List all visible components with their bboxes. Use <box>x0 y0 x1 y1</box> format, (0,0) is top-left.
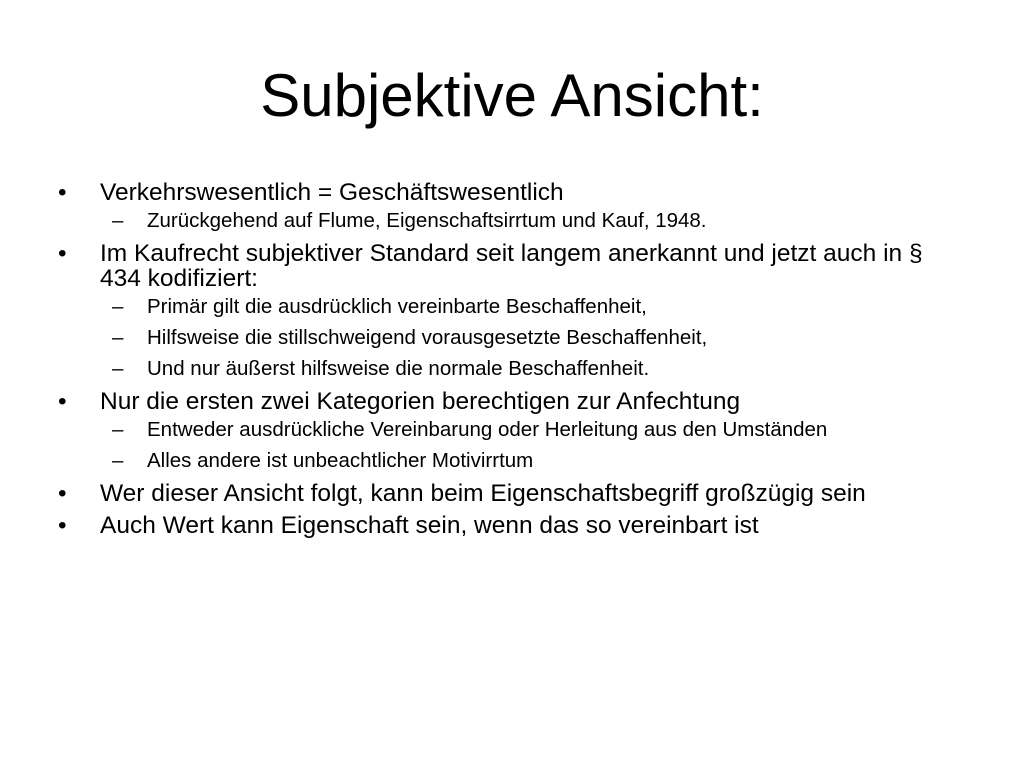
bullet-text: Nur die ersten zwei Kategorien berechtigen zur Anfechtung <box>100 388 741 415</box>
bullet-item <box>56 481 956 506</box>
sub-bullet-text: Primär gilt die ausdrücklich vereinbarte Beschaffenheit, <box>147 295 647 318</box>
dash-icon: – <box>112 209 124 232</box>
sub-bullet-list <box>100 419 956 472</box>
dash-icon: – <box>112 449 124 472</box>
sub-bullet-item <box>103 358 956 380</box>
sub-bullet-item <box>103 327 956 349</box>
dash-icon: – <box>112 326 124 349</box>
sub-bullet-item <box>103 450 956 472</box>
bullet-icon: • <box>58 179 67 206</box>
bullet-icon: • <box>58 512 67 539</box>
dash-icon: – <box>112 295 124 318</box>
sub-bullet-item <box>103 210 956 232</box>
bullet-icon: • <box>58 240 67 267</box>
sub-bullet-list <box>100 296 956 380</box>
slide-title: Subjektive Ansicht: <box>260 62 764 129</box>
bullet-text: Wer dieser Ansicht folgt, kann beim Eigenschaftsbegriff großzügig sein <box>100 480 866 507</box>
sub-bullet-text: Und nur äußerst hilfsweise die normale Beschaffenheit. <box>147 357 650 380</box>
bullet-item <box>56 389 956 472</box>
bullet-item <box>56 180 956 232</box>
dash-icon: – <box>112 418 124 441</box>
dash-icon: – <box>112 357 124 380</box>
sub-bullet-item <box>103 419 956 441</box>
bullet-item <box>56 513 956 538</box>
bullet-text: Auch Wert kann Eigenschaft sein, wenn das so vereinbart ist <box>100 512 759 539</box>
bullet-icon: • <box>58 388 67 415</box>
bullet-text: Verkehrswesentlich = Geschäftswesentlich <box>100 179 564 206</box>
bullet-icon: • <box>58 480 67 507</box>
bullet-list <box>56 180 956 538</box>
bullet-text: Im Kaufrecht subjektiver Standard seit langem anerkannt und jetzt auch in § 434 kodifiziert: <box>100 240 923 292</box>
bullet-item <box>56 241 956 380</box>
sub-bullet-text: Zurückgehend auf Flume, Eigenschaftsirrtum und Kauf, 1948. <box>147 209 707 232</box>
sub-bullet-text: Hilfsweise die stillschweigend vorausgesetzte Beschaffenheit, <box>147 326 708 349</box>
sub-bullet-text: Alles andere ist unbeachtlicher Motivirrtum <box>147 449 534 472</box>
slide-content <box>56 180 956 545</box>
sub-bullet-list <box>100 210 956 232</box>
sub-bullet-text: Entweder ausdrückliche Vereinbarung oder Herleitung aus den Umständen <box>147 418 828 441</box>
sub-bullet-item <box>103 296 956 318</box>
